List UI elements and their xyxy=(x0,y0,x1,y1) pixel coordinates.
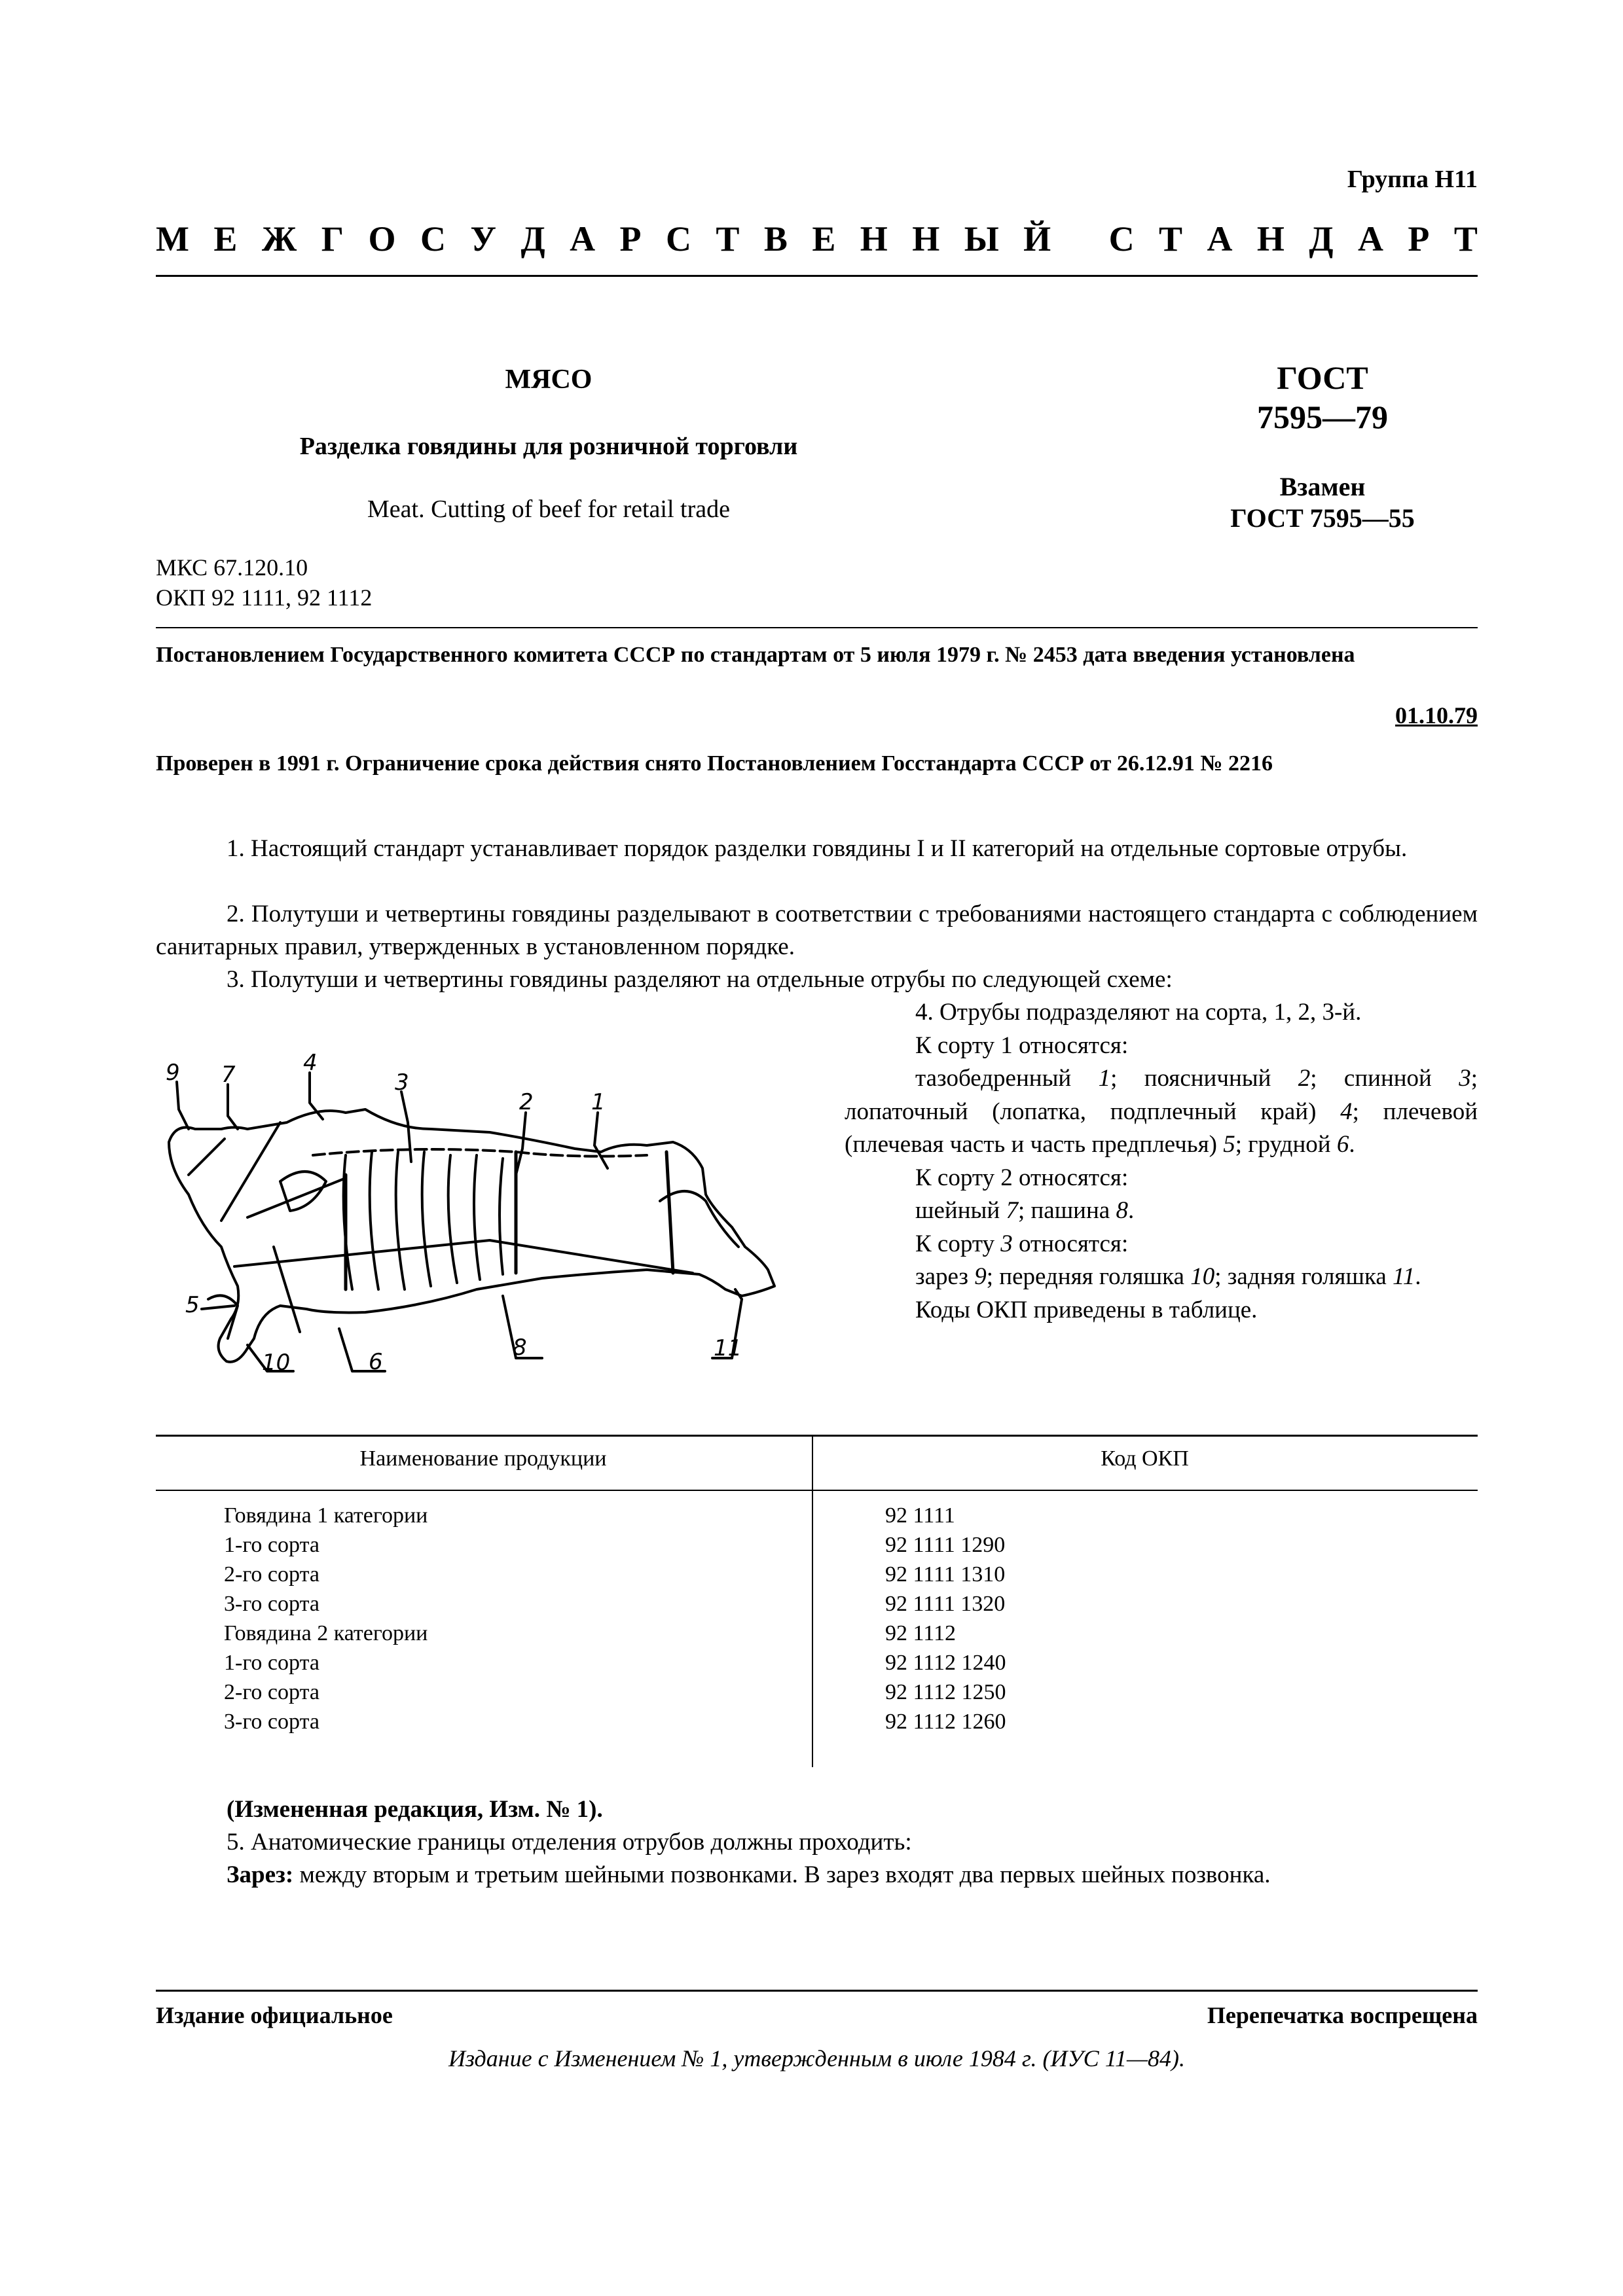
table-row-name: 3-го сорта xyxy=(224,1710,319,1734)
footer-official: Издание официальное xyxy=(156,2002,393,2028)
banner-letter: У xyxy=(470,219,497,259)
banner-letter: Н xyxy=(1256,219,1285,259)
cut-label-11: 11 xyxy=(714,1335,742,1361)
table-row-code: 92 1112 1260 xyxy=(885,1710,1006,1734)
top-rule xyxy=(156,275,1478,277)
table-header-code: Код ОКП xyxy=(1101,1446,1189,1471)
banner-letter: Д xyxy=(1309,219,1334,259)
introduction-date: 01.10.79 xyxy=(1395,702,1478,728)
banner-letter: Ы xyxy=(964,219,999,259)
table-row-name: Говядина 1 категории xyxy=(224,1503,428,1528)
table-row-code: 92 1112 1240 xyxy=(885,1651,1006,1675)
banner-letter: Н xyxy=(860,219,888,259)
banner-letter: О xyxy=(368,219,396,259)
table-codes xyxy=(885,1501,1006,1736)
banner-letter: Д xyxy=(520,219,545,259)
paragraph-5: 5. Анатомические границы отделения отрубов должны проходить: xyxy=(227,1829,912,1856)
banner-letter xyxy=(1076,219,1085,259)
table-column-divider xyxy=(812,1435,813,1767)
table-row-name: 1-го сорта xyxy=(224,1533,319,1557)
grade-1-items: тазобедренный 1; поясничный 2; спинной 3; лопаточный (лопатка, подплечный край) 4; плечевой (плечевая часть и часть предплечья) 5; грудной 6. xyxy=(845,1065,1478,1158)
banner-letter: М xyxy=(156,219,189,259)
banner-letter: С xyxy=(665,219,691,259)
table-row-name: Говядина 2 категории xyxy=(224,1621,428,1645)
codes-rule xyxy=(156,627,1478,628)
table-row-name: 3-го сорта xyxy=(224,1592,319,1616)
okp-note: Коды ОКП приведены в таблице. xyxy=(915,1296,1258,1323)
cut-label-4: 4 xyxy=(303,1050,318,1076)
cut-label-1: 1 xyxy=(591,1089,606,1115)
cut-label-2: 2 xyxy=(519,1089,534,1115)
banner-letter: Е xyxy=(213,219,238,259)
banner-letter: Ж xyxy=(261,219,297,259)
replaces-number: ГОСТ 7595—55 xyxy=(1230,503,1415,533)
banner-letter: А xyxy=(1207,219,1233,259)
banner-letter: Т xyxy=(1159,219,1183,259)
okp-code: ОКП 92 1111, 92 1112 xyxy=(156,584,373,611)
replaces-label: Взамен xyxy=(1279,472,1366,501)
banner-letter: Р xyxy=(1408,219,1430,259)
cut-label-5: 5 xyxy=(185,1292,200,1318)
table-names xyxy=(224,1501,428,1736)
banner-letter: Р xyxy=(619,219,642,259)
table-row-code: 92 1111 1320 xyxy=(885,1592,1006,1616)
gost-label: ГОСТ xyxy=(1277,359,1368,396)
cut-label-7: 7 xyxy=(221,1062,236,1088)
beef-carcass-diagram xyxy=(149,1031,811,1397)
gost-number: 7595—79 xyxy=(1257,399,1388,435)
banner-letter: А xyxy=(570,219,596,259)
table-row-code: 92 1111 1290 xyxy=(885,1533,1006,1557)
footer-reprint: Перепечатка воспрещена xyxy=(1207,2002,1478,2028)
grades-column xyxy=(845,996,1478,1327)
grade-3-items: зарез 9; передняя голяшка 10; задняя голяшка 11. xyxy=(915,1263,1421,1290)
banner-letter: Т xyxy=(1453,219,1478,259)
table-row-name: 2-го сорта xyxy=(224,1562,319,1587)
footer-rule xyxy=(156,1990,1478,1992)
paragraph-1: 1. Настоящий стандарт устанавливает порядок разделки говядины I и II категорий на отдельные сортовые отрубы. xyxy=(227,835,1408,862)
checked-note: Проверен в 1991 г. Ограничение срока действия снято Постановлением Госстандарта СССР от 26.12.91 № 2216 xyxy=(156,751,1273,776)
paragraph-4: 4. Отрубы подразделяют на сорта, 1, 2, 3-й. xyxy=(915,999,1362,1026)
document-subtitle: Разделка говядины для розничной торговли xyxy=(299,433,798,460)
banner-letter: С xyxy=(1108,219,1135,259)
banner-letter: Й xyxy=(1023,219,1051,259)
table-row-code: 92 1111 xyxy=(885,1503,955,1528)
paragraph-2: 2. Полутуши и четвертины говядины разделывают в соответствии с требованиями настоящего стандарта с соблюдением санитарных правил, утвержденных в установленном порядке. xyxy=(156,901,1478,960)
table-row-code: 92 1111 1310 xyxy=(885,1562,1006,1587)
footer-edition-note: Издание с Изменением № 1, утвержденным в июле 1984 г. (ИУС 11—84). xyxy=(448,2045,1186,2072)
grade-3-label: К сорту 3 относятся: xyxy=(915,1230,1129,1257)
banner-letter: Г xyxy=(321,219,344,259)
paragraph-3: 3. Полутуши и четвертины говядины разделяют на отдельные отрубы по следующей схеме: xyxy=(227,966,1173,993)
carcass-outline xyxy=(169,1109,775,1362)
standard-banner xyxy=(156,219,1478,259)
banner-letter: Н xyxy=(912,219,940,259)
banner-letter: С xyxy=(420,219,446,259)
cut-label-3: 3 xyxy=(395,1069,409,1096)
document-title: МЯСО xyxy=(505,365,593,395)
group-code: Группа Н11 xyxy=(1347,166,1478,193)
zarez-paragraph: Зарез: между вторым и третьим шейными позвонками. В зарез входят два первых шейных позвонка. xyxy=(227,1861,1271,1888)
banner-letter: В xyxy=(763,219,788,259)
grade-1-label: К сорту 1 относятся: xyxy=(915,1031,1129,1059)
banner-letter: А xyxy=(1357,219,1383,259)
table-header-name: Наименование продукции xyxy=(359,1446,607,1471)
english-title: Meat. Cutting of beef for retail trade xyxy=(367,495,730,523)
grade-2-label: К сорту 2 относятся: xyxy=(915,1164,1129,1191)
table-header-rule xyxy=(156,1490,1478,1491)
banner-letter: Е xyxy=(812,219,836,259)
grade-2-items: шейный 7; пашина 8. xyxy=(915,1197,1135,1224)
table-row-name: 1-го сорта xyxy=(224,1651,319,1675)
table-row-name: 2-го сорта xyxy=(224,1680,319,1704)
cut-label-6: 6 xyxy=(369,1349,383,1375)
amended-note: (Измененная редакция, Изм. № 1). xyxy=(227,1796,603,1823)
cut-label-8: 8 xyxy=(513,1335,527,1361)
decree-text: Постановлением Государственного комитета СССР по стандартам от 5 июля 1979 г. № 2453 дата введения установлена xyxy=(156,643,1355,667)
mks-code: МКС 67.120.10 xyxy=(156,554,308,581)
cut-label-9: 9 xyxy=(166,1060,180,1086)
table-row-code: 92 1112 1250 xyxy=(885,1680,1006,1704)
banner-letter: Т xyxy=(716,219,740,259)
table-top-rule xyxy=(156,1435,1478,1437)
cut-label-10: 10 xyxy=(262,1350,291,1376)
table-row-code: 92 1112 xyxy=(885,1621,956,1645)
